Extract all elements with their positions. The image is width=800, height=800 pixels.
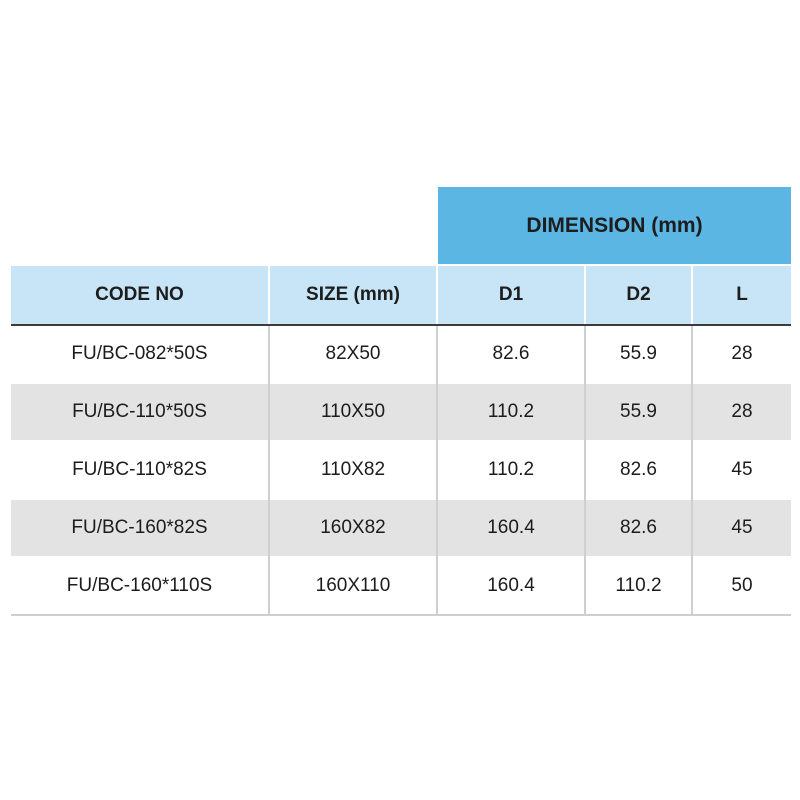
header-d2: D2 [585, 265, 692, 325]
cell-d1: 160.4 [437, 557, 585, 615]
cell-d1: 110.2 [437, 441, 585, 499]
cell-size: 160X110 [269, 557, 437, 615]
table-row [11, 441, 791, 499]
cell-code: FU/BC-082*50S [11, 325, 269, 383]
cell-size: 160X82 [269, 499, 437, 557]
cell-code: FU/BC-160*82S [11, 499, 269, 557]
cell-d2: 55.9 [585, 325, 692, 383]
header-code-no: CODE NO [11, 265, 269, 325]
cell-d2: 110.2 [585, 557, 692, 615]
cell-d2: 82.6 [585, 499, 692, 557]
cell-l: 28 [692, 325, 791, 383]
dimension-group-header: DIMENSION (mm) [437, 187, 791, 265]
table-row [11, 383, 791, 441]
cell-l: 50 [692, 557, 791, 615]
cell-code: FU/BC-110*50S [11, 383, 269, 441]
table-row [11, 499, 791, 557]
cell-d1: 110.2 [437, 383, 585, 441]
header-size: SIZE (mm) [269, 265, 437, 325]
cell-size: 110X50 [269, 383, 437, 441]
cell-code: FU/BC-160*110S [11, 557, 269, 615]
cell-l: 45 [692, 499, 791, 557]
header-d1: D1 [437, 265, 585, 325]
cell-d2: 55.9 [585, 383, 692, 441]
cell-size: 82X50 [269, 325, 437, 383]
group-header-blank [11, 187, 437, 265]
cell-l: 28 [692, 383, 791, 441]
cell-code: FU/BC-110*82S [11, 441, 269, 499]
header-l: L [692, 265, 791, 325]
group-header-row [11, 187, 791, 265]
cell-d1: 160.4 [437, 499, 585, 557]
cell-d1: 82.6 [437, 325, 585, 383]
dimension-table [11, 187, 791, 616]
cell-l: 45 [692, 441, 791, 499]
cell-size: 110X82 [269, 441, 437, 499]
table-row [11, 557, 791, 615]
column-header-row [11, 265, 791, 325]
cell-d2: 82.6 [585, 441, 692, 499]
table-row [11, 325, 791, 383]
